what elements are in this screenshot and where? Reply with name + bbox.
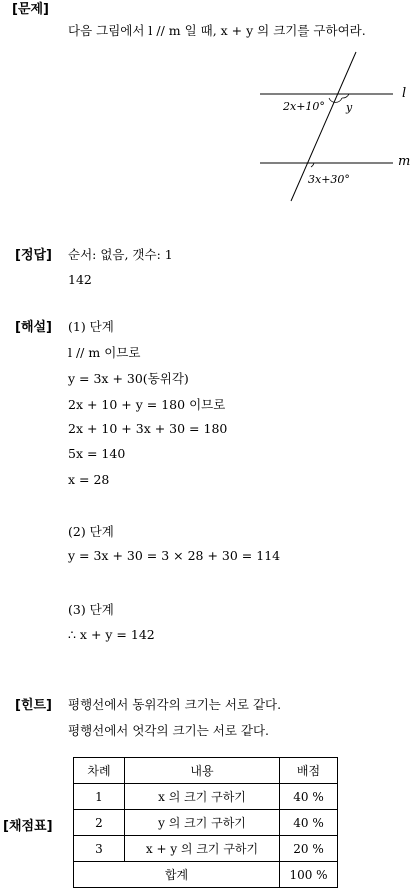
table-row (74, 836, 338, 862)
angle-label-top-left: 2x+10° (283, 100, 325, 113)
angle-label-bottom: 3x+30° (308, 173, 350, 186)
row-content: y 의 크기 구하기 (125, 810, 280, 836)
row-order: 2 (74, 810, 125, 836)
angle-arc-top-right (342, 94, 349, 98)
grading-label: [채점표] (3, 819, 53, 834)
solution-step-3-title: (3) 단계 (68, 602, 114, 617)
header-score: 배점 (280, 758, 338, 784)
table-total-row (74, 862, 338, 888)
answer-info: 순서: 없음, 갯수: 1 (68, 247, 173, 262)
row-score: 20 % (280, 836, 338, 862)
solution-step-1-title: (1) 단계 (68, 319, 114, 334)
hint-label: [힌트] (15, 698, 52, 713)
solution-line: y = 3x + 30(동위각) (68, 371, 189, 386)
solution-label: [해설] (15, 320, 52, 335)
row-order: 3 (74, 836, 125, 862)
angle-arc-bottom (311, 163, 314, 167)
row-score: 40 % (280, 784, 338, 810)
row-order: 1 (74, 784, 125, 810)
hint-line: 평행선에서 동위각의 크기는 서로 같다. (68, 697, 282, 712)
line-m-label: m (398, 154, 411, 169)
solution-line: 2x + 10 + 3x + 30 = 180 (68, 421, 228, 436)
table-header-row (74, 758, 338, 784)
line-l-label: l (402, 86, 407, 101)
problem-text: 다음 그림에서 l // m 일 때, x + y 의 크기를 구하여라. (68, 23, 366, 38)
parallel-lines-figure (250, 52, 410, 204)
total-label: 합계 (74, 862, 280, 888)
header-content: 내용 (125, 758, 280, 784)
hint-line: 평행선에서 엇각의 크기는 서로 같다. (68, 723, 269, 738)
solution-line: 5x = 140 (68, 446, 126, 461)
grading-table (73, 757, 338, 888)
solution-line: ∴ x + y = 142 (68, 627, 155, 642)
answer-value: 142 (68, 272, 92, 287)
row-score: 40 % (280, 810, 338, 836)
row-content: x 의 크기 구하기 (125, 784, 280, 810)
answer-label: [정답] (15, 248, 52, 263)
table-row (74, 784, 338, 810)
solution-line: 2x + 10 + y = 180 이므로 (68, 397, 226, 412)
row-content: x + y 의 크기 구하기 (125, 836, 280, 862)
problem-label: [문제] (12, 2, 49, 17)
solution-step-2-title: (2) 단계 (68, 524, 114, 539)
solution-line: x = 28 (68, 472, 110, 487)
solution-line: y = 3x + 30 = 3 × 28 + 30 = 114 (68, 548, 281, 563)
total-value: 100 % (280, 862, 338, 888)
solution-line: l // m 이므로 (68, 345, 141, 360)
header-order: 차례 (74, 758, 125, 784)
angle-label-top-right: y (346, 101, 353, 114)
table-row (74, 810, 338, 836)
